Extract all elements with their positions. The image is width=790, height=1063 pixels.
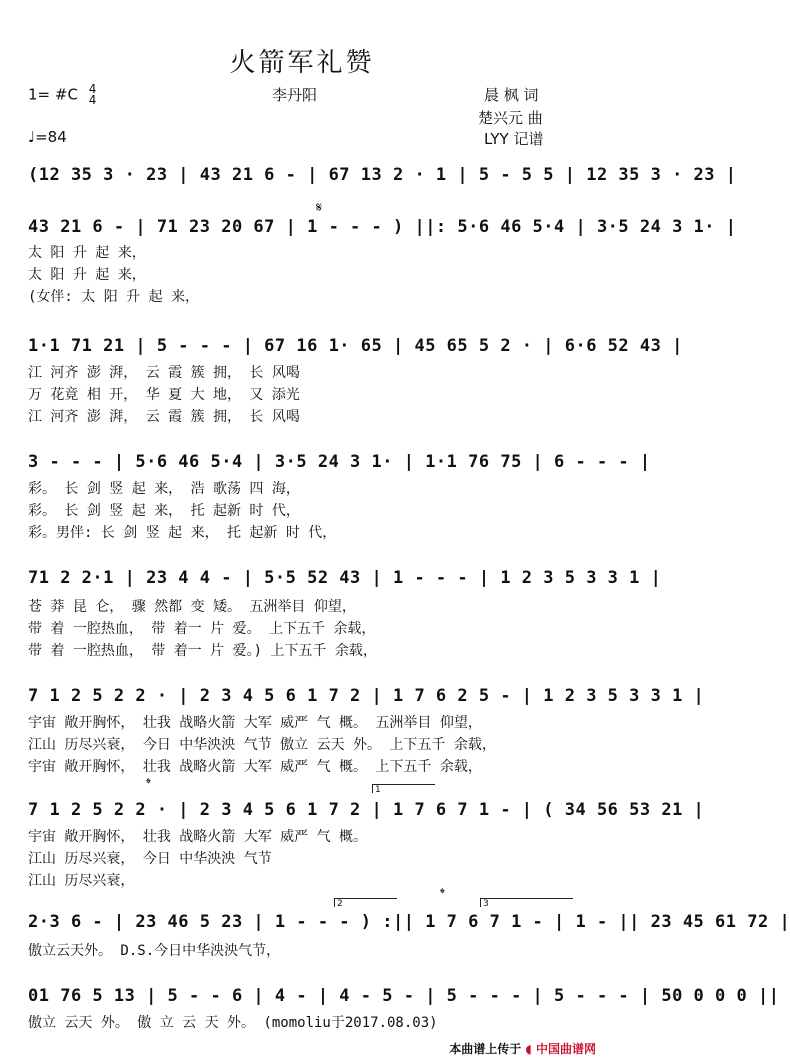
lyric-line-7-2: 江山 历尽兴衰， 今日 中华泱泱 气节 [28,851,272,867]
coda-icon-2: 𝄌 [440,886,445,902]
time-signature [89,84,97,106]
lyric-line-6-2: 江山 历尽兴衰， 今日 中华泱泱 气节 傲立 云天 外。 上下五千 余载， [28,737,496,753]
lyric-line-5-3: 带 着 一腔热血， 带 着一 片 爱。) 上下五千 余载， [28,643,377,659]
lyric-line-6-1: 宇宙 敞开胸怀， 壮我 战略火箭 大军 威严 气 概。 五洲举目 仰望， [28,715,482,731]
lyric-line-7-3: 江山 历尽兴衰， [28,873,135,889]
quarter-note-icon: ♩ [28,128,36,146]
notation-line-5: 71 2 2·1 | 23 4 4 - | 5·5 52 43 | 1 - - - | 1 2 3 5 3 3 1 | [28,568,662,588]
notation-line-4: 3 - - - | 5·6 46 5·4 | 3·5 24 3 1· | 1·1 76 75 | 6 - - - | [28,452,651,472]
lyric-line-2-1: 太 阳 升 起 来， [28,245,146,261]
volta-3: 3 [480,898,573,907]
notation-line-9: 01 76 5 13 | 5 - - 6 | 4 - | 4 - 5 - | 5 - - - | 5 - - - | 50 0 0 0 || [28,986,780,1006]
lyric-line-9-1: 傲立 云天 外。 傲 立 云 天 外。 (momoliu于2017.08.03) [28,1015,438,1031]
volta-2: 2 [334,898,397,907]
notation-line-8: 2·3 6 - | 23 46 5 23 | 1 - - - ) :|| 1 7 6 7 1 - | 1 - || 23 45 61 72 | [28,912,790,932]
coda-icon: 𝄌 [146,776,151,792]
singer: 李丹阳 [272,86,318,104]
notation-line-6: 7 1 2 5 2 2 · | 2 3 4 5 6 1 7 2 | 1 7 6 2 5 - | 1 2 3 5 3 3 1 | [28,686,705,706]
lyric-line-7-1: 宇宙 敞开胸怀， 壮我 战略火箭 大军 威严 气 概。 [28,829,367,845]
time-sig-top: 4 [88,82,97,96]
lyric-line-3-2: 万 花竟 相 开， 华 夏 大 地， 又 添光 [28,387,300,403]
lyric-line-4-1: 彩。 长 剑 竖 起 来， 浩 歌荡 四 海， [28,481,300,497]
lyric-line-8-1: 傲立云天外。 D.S.今日中华泱泱气节， [28,943,281,959]
page-title: 火箭军礼赞 [229,48,375,78]
notation-line-2: 43 21 6 - | 71 23 20 67 | 1 - - - ) ||: 5·6 46 5·4 | 3·5 24 3 1· | [28,217,737,237]
lyric-line-4-2: 彩。 长 剑 竖 起 来， 托 起新 时 代， [28,503,300,519]
tempo [28,128,67,146]
lyricist: 晨 枫 词 [484,86,539,104]
footer-watermark [449,1040,596,1057]
volta-1: 1 [372,784,435,793]
notation-line-3: 1·1 71 21 | 5 - - - | 67 16 1· 65 | 45 65 5 2 · | 6·6 52 43 | [28,336,683,356]
notation-line-1: (12 35 3 · 23 | 43 21 6 - | 67 13 2 · 1 | 5 - 5 5 | 12 35 3 · 23 | [28,165,737,185]
lyric-line-3-1: 江 河齐 澎 湃， 云 霞 簇 拥， 长 风喝 [28,365,300,381]
lyric-line-6-3: 宇宙 敞开胸怀， 壮我 战略火箭 大军 威严 气 概。 上下五千 余载， [28,759,482,775]
composer: 楚兴元 曲 [478,109,543,127]
lyric-line-5-1: 苍 莽 昆 仑， 骤 然都 变 矮。 五洲举目 仰望， [28,599,356,615]
key-signature [28,84,96,106]
lyric-line-5-2: 带 着 一腔热血， 带 着一 片 爱。 上下五千 余载， [28,621,376,637]
segno-icon: 𝄋 [316,200,323,216]
lyric-line-2-3: (女伴: 太 阳 升 起 来， [28,289,200,305]
key-label: 1= #C [28,85,78,104]
site-name: 中国曲谱网 [535,1042,596,1056]
transcriber: LYY 记谱 [484,130,544,148]
notation-line-7: 7 1 2 5 2 2 · | 2 3 4 5 6 1 7 2 | 1 7 6 7 1 - | ( 34 56 53 21 | [28,800,705,820]
upload-text: 本曲谱上传于 [449,1042,522,1056]
lyric-line-2-2: 太 阳 升 起 来， [28,267,146,283]
time-sig-bottom: 4 [88,93,97,107]
lyric-line-4-3: 彩。男伴: 长 剑 竖 起 来， 托 起新 时 代， [28,525,337,541]
lyric-line-3-3: 江 河齐 澎 湃， 云 霞 簇 拥， 长 风喝 [28,409,300,425]
tempo-value: =84 [35,128,67,146]
site-logo-icon: ◖ [525,1042,532,1056]
